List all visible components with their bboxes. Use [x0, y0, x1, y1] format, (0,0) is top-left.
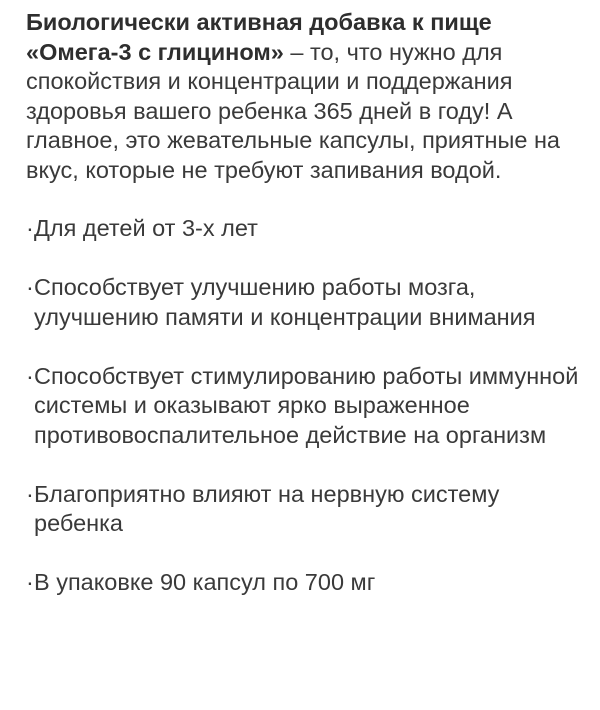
list-item-text: Способствует стимулированию работы иммунной системы и оказывают ярко выраженное противовоспалительное действие на организм — [34, 362, 579, 448]
list-item-text: Благоприятно влияют на нервную систему ребенка — [34, 480, 500, 536]
list-item — [26, 214, 586, 244]
list-item — [26, 362, 586, 451]
bullet-marker: · — [26, 274, 34, 300]
list-item-text: Для детей от 3-х лет — [34, 215, 258, 241]
intro-text: – то, что нужно для спокойствия и концентрации и поддержания здоровья вашего ребенка 365 дней в году! А главное, это жевательные капсулы, приятные на вкус, которые не требуют запивания водой. — [26, 38, 561, 183]
bullet-marker: · — [26, 480, 34, 507]
list-item — [26, 273, 586, 332]
intro-bold-text: Биологически активная добавка к пище «Омега-3 с глицином» — [26, 9, 492, 65]
bullet-marker: · — [26, 215, 34, 241]
list-item — [26, 568, 586, 598]
feature-list — [26, 214, 586, 598]
list-item — [26, 480, 586, 539]
intro-paragraph — [26, 8, 586, 185]
bullet-marker: · — [26, 569, 34, 595]
product-description — [26, 8, 586, 627]
bullet-marker: · — [26, 362, 34, 389]
list-item-text: В упаковке 90 капсул по 700 мг — [34, 569, 376, 595]
list-item-text: Способствует улучшению работы мозга, улучшению памяти и концентрации внимания — [34, 274, 536, 330]
